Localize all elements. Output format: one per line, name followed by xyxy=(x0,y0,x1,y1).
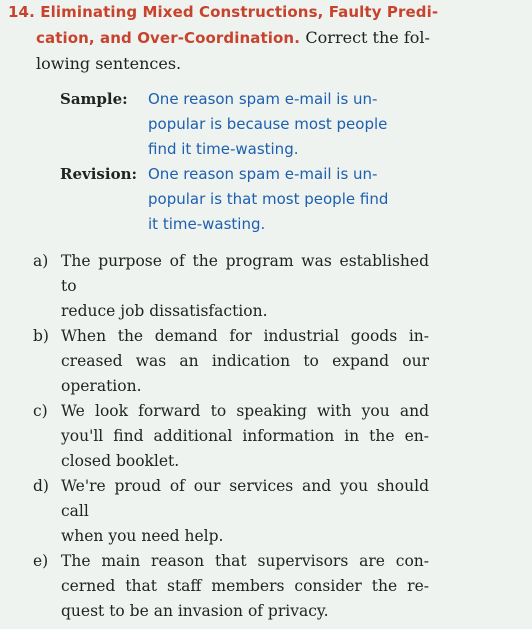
item-line: We're proud of our services and you should call xyxy=(61,477,429,520)
list-item-d xyxy=(33,474,429,549)
item-sentence xyxy=(61,249,429,324)
list-item-b xyxy=(33,324,429,399)
instruction-part-1: Correct the fol- xyxy=(305,28,430,47)
revision-sentence xyxy=(148,162,388,237)
item-letter: a) xyxy=(33,252,49,270)
sample-revision-block xyxy=(60,87,520,237)
item-line: When the demand for industrial goods in- xyxy=(61,327,429,345)
exercise-title-part-1: Eliminating Mixed Constructions, Faulty Predi- xyxy=(40,3,439,21)
exercise-title-part-2: cation, and Over-Coordination. xyxy=(36,29,301,47)
item-line: when you need help. xyxy=(61,527,224,545)
heading-line-1 xyxy=(8,0,528,25)
sample-line: popular is because most people xyxy=(148,115,388,133)
revision-line: it time-wasting. xyxy=(148,215,266,233)
sample-row xyxy=(60,87,520,162)
exercise-list xyxy=(33,249,429,624)
heading-line-3 xyxy=(8,51,528,77)
revision-row xyxy=(60,162,520,237)
exercise-number: 14. xyxy=(8,3,35,21)
item-sentence xyxy=(61,399,429,474)
sample-label: Sample: xyxy=(60,90,128,108)
item-line: operation. xyxy=(61,377,142,395)
item-line: The purpose of the program was established to xyxy=(61,252,429,295)
item-line: closed booklet. xyxy=(61,452,180,470)
heading-line-2 xyxy=(8,25,528,51)
item-line: reduce job dissatisfaction. xyxy=(61,302,268,320)
sample-line: One reason spam e-mail is un- xyxy=(148,90,378,108)
item-sentence xyxy=(61,474,429,549)
item-line: The main reason that supervisors are con- xyxy=(61,552,429,570)
item-letter: d) xyxy=(33,477,49,495)
item-line: quest to be an invasion of privacy. xyxy=(61,602,329,620)
sample-line: find it time-wasting. xyxy=(148,140,299,158)
list-item-a xyxy=(33,249,429,324)
revision-line: One reason spam e-mail is un- xyxy=(148,165,378,183)
exercise-heading xyxy=(8,0,528,77)
item-line: creased was an indication to expand our xyxy=(61,352,429,370)
item-line: you'll find additional information in the en- xyxy=(61,427,429,445)
revision-line: popular is that most people find xyxy=(148,190,389,208)
sample-sentence xyxy=(148,87,387,162)
list-item-e xyxy=(33,549,429,624)
item-letter: e) xyxy=(33,552,49,570)
item-sentence xyxy=(61,549,429,624)
item-line: cerned that staff members consider the re- xyxy=(61,577,429,595)
revision-label: Revision: xyxy=(60,165,138,183)
item-sentence xyxy=(61,324,429,399)
list-item-c xyxy=(33,399,429,474)
instruction-part-2: lowing sentences. xyxy=(36,54,182,73)
item-letter: c) xyxy=(33,402,48,420)
item-letter: b) xyxy=(33,327,49,345)
item-line: We look forward to speaking with you and xyxy=(61,402,429,420)
